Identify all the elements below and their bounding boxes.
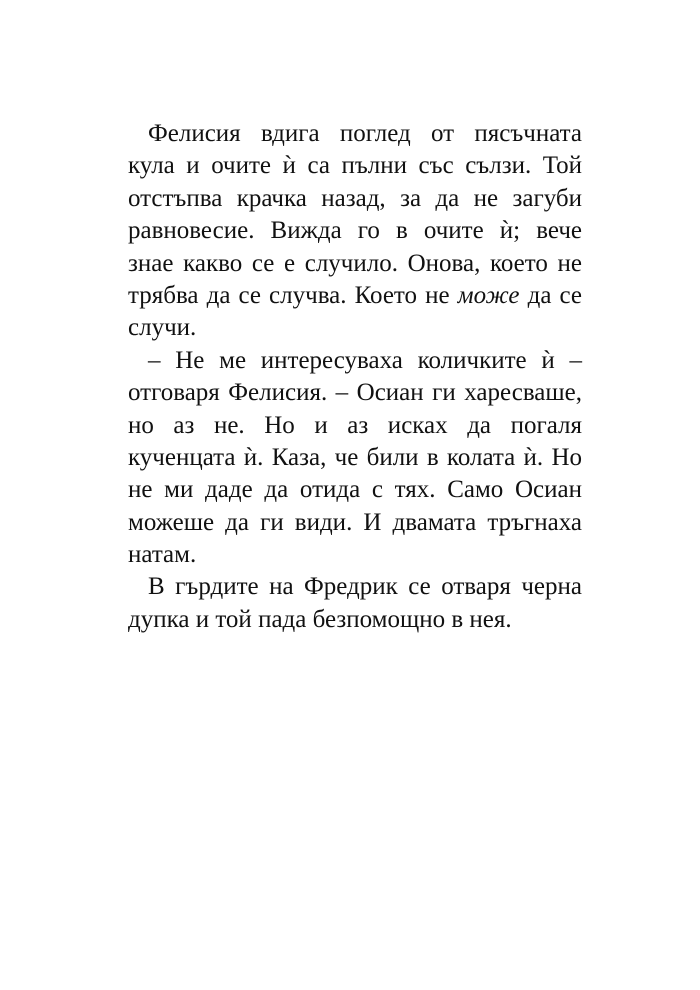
text-line: отговаря Фелисия. – Осиан ги харесваше, (128, 379, 582, 407)
text-fragment: да се (519, 281, 582, 309)
text-line: равновесие. Вижда го в очите ѝ; вече (128, 217, 582, 245)
text-line: но аз не. Но и аз исках да погаля (128, 411, 582, 439)
text-line: кула и очите ѝ са пълни със сълзи. Той (128, 152, 582, 180)
paragraph-1 (128, 118, 582, 345)
text-fragment: трябва да се случва. Което не (128, 281, 458, 309)
text-line: натам. (128, 541, 197, 569)
text-line-with-emphasis (128, 280, 582, 312)
text-line: можеше да ги види. И двамата тръгнаха (128, 508, 582, 536)
text-line: – Не ме интересуваха количките ѝ – (148, 346, 582, 374)
body-text (128, 118, 582, 636)
emphasized-word: може (457, 281, 520, 309)
text-line: В гърдите на Фредрик се отваря черна (148, 573, 582, 601)
paragraph-3 (128, 571, 582, 636)
text-line: Фелисия вдига поглед от пясъчната (148, 120, 582, 147)
text-line: отстъпва крачка назад, за да не загуби (128, 184, 582, 212)
paragraph-2 (128, 345, 582, 572)
text-line: дупка и той пада безпомощно в нея. (128, 605, 512, 633)
text-line: не ми даде да отида с тях. Само Осиан (128, 476, 582, 504)
text-line: кученцата ѝ. Каза, че били в колата ѝ. Но (128, 443, 582, 471)
text-line: случи. (128, 314, 197, 342)
text-line: знае какво се е случило. Онова, което не (128, 249, 582, 277)
